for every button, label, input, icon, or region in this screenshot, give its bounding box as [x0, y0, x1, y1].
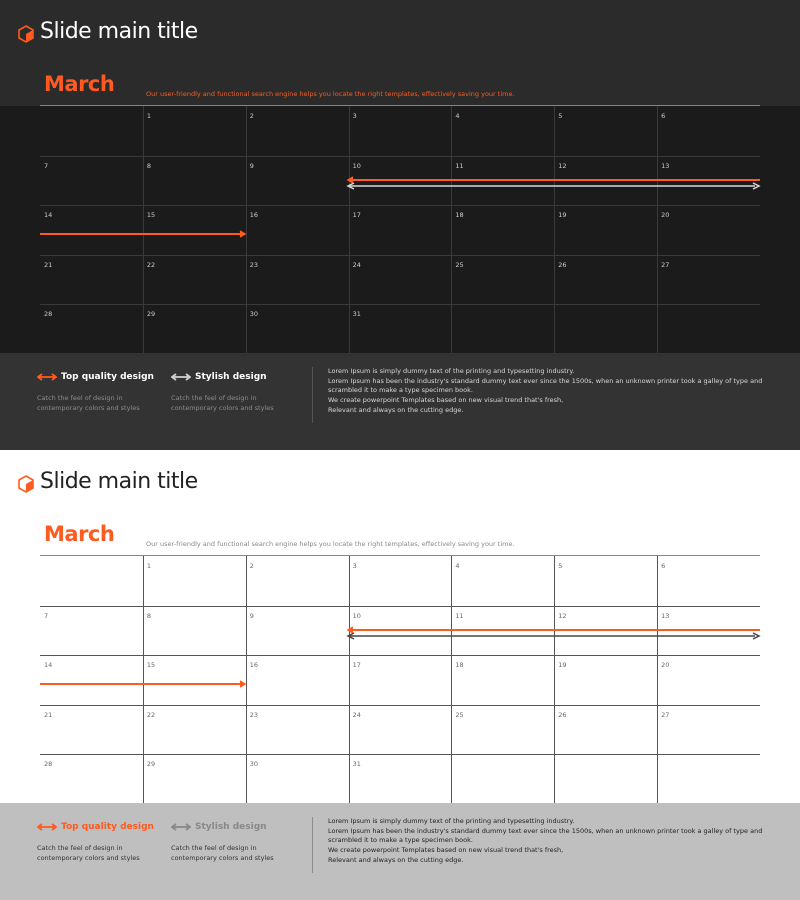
calendar-day-number: 13: [661, 611, 670, 620]
calendar-day-number: 3: [352, 112, 357, 120]
calendar-day-cell: [246, 705, 349, 755]
calendar-day-cell: [554, 205, 657, 255]
calendar-day-cell: [657, 655, 760, 705]
calendar-day-cell: [246, 156, 349, 206]
calendar-day-cell: [40, 655, 143, 705]
calendar-day-number: 20: [661, 661, 670, 670]
calendar-day-cell: [40, 705, 143, 755]
body-line: Relevant and always on the cutting edge.: [328, 405, 464, 414]
grid-line-vertical: [143, 556, 144, 804]
calendar-day-cell: [657, 106, 760, 156]
grid-line-horizontal: [40, 606, 760, 607]
calendar-day-number: 26: [558, 710, 567, 719]
grid-line-vertical: [657, 556, 658, 804]
calendar-day-cell: [246, 606, 349, 656]
calendar-day-cell: [40, 304, 143, 354]
calendar-day-number: 11: [455, 611, 464, 620]
calendar-day-number: 23: [249, 260, 258, 269]
calendar-day-number: 9: [249, 161, 254, 170]
calendar-day-number: 12: [558, 161, 567, 170]
calendar-day-number: 2: [249, 112, 254, 120]
calendar-day-cell: [451, 205, 554, 255]
calendar-day-cell: [143, 205, 246, 255]
hexagon-cube-icon: [18, 475, 34, 493]
calendar-day-cell: [349, 556, 452, 606]
calendar-day-cell: [349, 655, 452, 705]
calendar-day-cell: [246, 106, 349, 156]
calendar-day-number: 13: [661, 161, 670, 170]
grid-line-horizontal: [40, 255, 760, 256]
calendar-day-cell: [451, 255, 554, 305]
calendar-day-cell: [554, 156, 657, 206]
body-line: We create powerpoint Templates based on new visual trend that's fresh,: [328, 846, 564, 855]
calendar-day-cell: [143, 556, 246, 606]
calendar-day-cell: [349, 606, 452, 656]
calendar-day-cell: [451, 754, 554, 804]
calendar-day-cell: [143, 106, 246, 156]
calendar-day-cell: [554, 705, 657, 755]
calendar-day-cell: [40, 106, 143, 156]
calendar-day-number: 21: [44, 710, 53, 719]
calendar-day-cell: [143, 304, 246, 354]
calendar-day-cell: [657, 156, 760, 206]
calendar-day-number: 16: [249, 661, 258, 670]
calendar-day-number: 1: [146, 562, 151, 570]
grid-line-horizontal: [40, 156, 760, 157]
calendar-day-number: 10: [352, 611, 361, 620]
calendar-day-cell: [554, 255, 657, 305]
body-line: Relevant and always on the cutting edge.: [328, 855, 464, 864]
calendar-day-number: 31: [352, 310, 361, 319]
calendar-day-cell: [451, 606, 554, 656]
calendar-day-cell: [246, 556, 349, 606]
calendar-day-number: 21: [44, 260, 53, 269]
calendar-day-cell: [349, 754, 452, 804]
calendar-day-number: 30: [249, 760, 258, 769]
calendar-day-number: 5: [558, 112, 563, 120]
calendar-day-number: 4: [455, 112, 460, 120]
calendar-day-cell: [349, 255, 452, 305]
grid-line-vertical: [349, 106, 350, 354]
calendar-day-cell: [349, 106, 452, 156]
calendar-day-cell: [349, 156, 452, 206]
calendar-day-cell: [554, 606, 657, 656]
calendar-day-number: 25: [455, 260, 464, 269]
calendar-day-cell: [40, 754, 143, 804]
calendar-day-number: 14: [44, 661, 53, 670]
calendar-day-number: 15: [146, 661, 156, 670]
calendar-day-number: 15: [146, 211, 156, 220]
calendar-day-cell: [40, 606, 143, 656]
calendar-day-number: 8: [146, 611, 151, 620]
legend-label: Stylish design: [195, 822, 267, 832]
calendar-day-number: 1: [146, 112, 151, 120]
calendar-day-cell: [554, 106, 657, 156]
month-title: March: [44, 72, 115, 96]
calendar-day-cell: [451, 705, 554, 755]
calendar-day-cell: [349, 304, 452, 354]
calendar-day-cell: [657, 705, 760, 755]
footer: [0, 353, 800, 450]
body-line: We create powerpoint Templates based on new visual trend that's fresh,: [328, 396, 564, 405]
calendar-day-number: 6: [661, 562, 666, 570]
month-subtitle: Our user-friendly and functional search engine helps you locate the right templates, effectively saving your time.: [146, 90, 515, 98]
legend-item-stylish: [171, 822, 267, 832]
calendar-day-number: 23: [249, 710, 258, 719]
calendar-day-cell: [40, 205, 143, 255]
calendar-day-cell: [40, 156, 143, 206]
legend-description: Catch the feel of design in contemporary colors and styles: [171, 394, 274, 412]
grid-line-horizontal: [40, 705, 760, 706]
month-subtitle: Our user-friendly and functional search engine helps you locate the right templates, effectively saving your time.: [146, 540, 515, 548]
calendar-day-number: 20: [661, 211, 670, 220]
calendar-day-cell: [657, 255, 760, 305]
calendar-day-number: 27: [661, 710, 670, 719]
calendar-day-number: 28: [44, 310, 53, 319]
grid-line-vertical: [349, 556, 350, 804]
body-line: Lorem Ipsum has been the industry's standard dummy text ever since the 1500s, when an unknown printer took a galley of type and scrambled it to make a type specimen book.: [328, 826, 763, 845]
calendar-day-number: 14: [44, 211, 53, 220]
legend-description: Catch the feel of design in contemporary colors and styles: [37, 844, 140, 862]
grid-line-vertical: [554, 106, 555, 354]
title-row: [18, 466, 198, 496]
calendar-day-number: 10: [352, 161, 361, 170]
body-text: [328, 817, 768, 866]
calendar-day-number: 7: [44, 611, 49, 620]
legend-description: Catch the feel of design in contemporary colors and styles: [171, 844, 274, 862]
calendar-day-cell: [349, 205, 452, 255]
calendar-day-cell: [554, 304, 657, 354]
calendar-day-cell: [554, 556, 657, 606]
calendar-day-cell: [143, 156, 246, 206]
calendar-day-number: 27: [661, 260, 670, 269]
calendar-day-cell: [657, 205, 760, 255]
calendar-day-cell: [246, 754, 349, 804]
calendar-day-number: 18: [455, 211, 464, 220]
month-title: March: [44, 522, 115, 546]
calendar-day-number: 24: [352, 710, 361, 719]
calendar-day-cell: [657, 754, 760, 804]
double-arrow-orange-icon: [37, 822, 57, 832]
double-arrow-orange-icon: [37, 372, 57, 382]
calendar-day-cell: [143, 255, 246, 305]
calendar-day-number: 17: [352, 211, 361, 220]
calendar-day-number: 3: [352, 562, 357, 570]
calendar-day-number: 25: [455, 710, 464, 719]
calendar-day-number: 16: [249, 211, 258, 220]
calendar-day-number: 12: [558, 611, 567, 620]
legend-description: Catch the feel of design in contemporary colors and styles: [37, 394, 140, 412]
calendar-day-number: 26: [558, 260, 567, 269]
title-row: [18, 16, 198, 46]
calendar-day-number: 7: [44, 161, 49, 170]
grid-line-vertical: [451, 556, 452, 804]
footer: [0, 803, 800, 900]
calendar-day-cell: [143, 606, 246, 656]
body-text: [328, 367, 768, 416]
legend-item-stylish: [171, 372, 267, 382]
grid-line-horizontal: [40, 754, 760, 755]
double-arrow-gray-icon: [171, 822, 191, 832]
calendar-day-cell: [143, 705, 246, 755]
calendar-day-number: 18: [455, 661, 464, 670]
calendar-day-number: 29: [146, 310, 156, 319]
calendar-day-number: 22: [146, 260, 156, 269]
calendar-day-number: 5: [558, 562, 563, 570]
calendar-day-cell: [451, 156, 554, 206]
calendar-day-number: 29: [146, 760, 156, 769]
grid-line-vertical: [451, 106, 452, 354]
calendar-day-cell: [246, 205, 349, 255]
calendar-day-cell: [40, 255, 143, 305]
slide-title: Slide main title: [40, 468, 198, 494]
grid-line-vertical: [554, 556, 555, 804]
slide-title: Slide main title: [40, 18, 198, 44]
calendar-day-cell: [143, 655, 246, 705]
calendar-day-number: 28: [44, 760, 53, 769]
calendar-day-number: 8: [146, 161, 151, 170]
calendar-day-number: 24: [352, 260, 361, 269]
calendar-day-cell: [554, 655, 657, 705]
calendar-day-cell: [657, 556, 760, 606]
calendar-day-number: 19: [558, 211, 567, 220]
calendar-day-cell: [451, 655, 554, 705]
calendar-day-cell: [143, 754, 246, 804]
footer-divider: [312, 817, 313, 873]
legend-label: Stylish design: [195, 372, 267, 382]
calendar-day-cell: [246, 655, 349, 705]
grid-line-horizontal: [40, 655, 760, 656]
grid-line-vertical: [246, 556, 247, 804]
legend-label: Top quality design: [61, 822, 154, 832]
grid-line-vertical: [657, 106, 658, 354]
calendar-day-cell: [349, 705, 452, 755]
calendar-grid: [40, 556, 760, 804]
double-arrow-gray-icon: [171, 372, 191, 382]
calendar-day-number: 19: [558, 661, 567, 670]
slide-light: [0, 450, 800, 900]
calendar-day-cell: [451, 304, 554, 354]
calendar-day-number: 9: [249, 611, 254, 620]
calendar-day-number: 11: [455, 161, 464, 170]
body-line: Lorem Ipsum is simply dummy text of the printing and typesetting industry.: [328, 367, 575, 375]
calendar-day-number: 2: [249, 562, 254, 570]
footer-divider: [312, 367, 313, 423]
legend-item-top-quality: [37, 822, 154, 832]
calendar-day-number: 22: [146, 710, 156, 719]
hexagon-cube-icon: [18, 25, 34, 43]
calendar-day-cell: [451, 106, 554, 156]
grid-line-vertical: [246, 106, 247, 354]
calendar-day-cell: [40, 556, 143, 606]
calendar-day-number: 31: [352, 760, 361, 769]
grid-line-vertical: [143, 106, 144, 354]
body-line: Lorem Ipsum has been the industry's standard dummy text ever since the 1500s, when an unknown printer took a galley of type and scrambled it to make a type specimen book.: [328, 376, 763, 395]
calendar-day-number: 6: [661, 112, 666, 120]
legend-label: Top quality design: [61, 372, 154, 382]
calendar-day-number: 4: [455, 562, 460, 570]
calendar-day-number: 30: [249, 310, 258, 319]
calendar-day-cell: [657, 606, 760, 656]
calendar-day-number: 17: [352, 661, 361, 670]
calendar-day-cell: [451, 556, 554, 606]
calendar-day-cell: [246, 255, 349, 305]
calendar-day-cell: [554, 754, 657, 804]
grid-line-horizontal: [40, 304, 760, 305]
calendar-grid: [40, 106, 760, 354]
calendar-day-cell: [246, 304, 349, 354]
grid-line-horizontal: [40, 205, 760, 206]
legend-item-top-quality: [37, 372, 154, 382]
body-line: Lorem Ipsum is simply dummy text of the printing and typesetting industry.: [328, 817, 575, 825]
calendar-day-cell: [657, 304, 760, 354]
